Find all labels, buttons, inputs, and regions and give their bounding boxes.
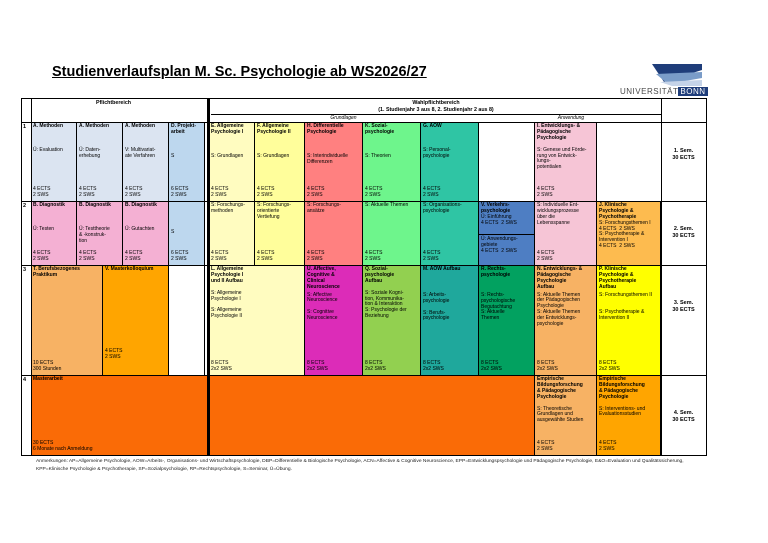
module-e-forschungsmethoden: S: Forschungs- methoden 4 ECTS 2 SWS xyxy=(209,201,255,265)
module-p-klinische-aufbau: P. Klinische Psychologie & Psychotherapie Aufbau S: Forschungsthemen II S: Psychotherapie & Intervention II 8 ECTS 2x2 SWS xyxy=(597,265,661,375)
grid-line xyxy=(21,122,706,123)
grid-line xyxy=(21,98,706,99)
header-pflichtbereich: Pflichtbereich xyxy=(95,100,132,106)
module-g-aow: G. AOW S: Personal- psychologie 4 ECTS 2 SWS xyxy=(421,122,479,201)
module-n-entwicklung-aufbau: N. Entwicklungs- & Pädagogische Psychologie Aufbau S: Aktuelle Themen der Pädagogischen Psychologie S: Aktuelle Themen der Entwicklungs- psychologie 8 ECTS 2x2 SWS xyxy=(535,265,597,375)
module-e-allgemeine-1: E. Allgemeine Psychologie I S: Grundlagen 4 ECTS 2 SWS xyxy=(209,122,255,201)
semester-label: 3. Sem. 30 ECTS xyxy=(672,300,695,313)
module-f-vertiefung: S: Forschungs- orientierte Vertiefung 4 ECTS 2 SWS xyxy=(255,201,305,265)
module-r-rechtspsychologie: R. Rechts- psychologie S: Rechts- psychologische Begutachtung S: Aktuelle Themen 8 ECTS 2x2 SWS xyxy=(479,265,535,375)
module-k-sozial: K. Sozial- psychologie S: Theorien 4 ECTS 2 SWS xyxy=(363,122,421,201)
empty-cell xyxy=(169,265,205,375)
grid-line xyxy=(21,375,706,376)
grid-line xyxy=(21,201,706,202)
row-number: 1 xyxy=(23,124,27,130)
module-d-projektarbeit: D. Projekt- arbeit S 6 ECTS 2 SWS xyxy=(169,122,205,201)
header-anwendung: Anwendung xyxy=(557,115,585,121)
empty-cell xyxy=(479,122,535,201)
footnote: Anmerkungen: AP=Allgemeine Psychologie, AOW=Arbeits-, Organisations- und Wirtschaftspsychologie, DBP=Differentielle & Biologische Psychologie, ACN=Affective & Cognitive Neuroscience, EPP=Entwicklungspsychologie und Pädagogische Psychologie, E&O=Evaluation und Qualitätssicherung, KPP=Klinische Psychologie & Psychotherapie, SP=Sozialpsychologie, RP=Rechtspsychologie, S=Seminar, Ü=Übung. xyxy=(36,459,684,472)
module-t-praktikum: T. Berufsbezogenes Praktikum 10 ECTS 300 Stunden xyxy=(31,265,103,375)
page-title: Studienverlaufsplan M. Sc. Psychologie ab WS2026/27 xyxy=(52,64,427,80)
grid-line xyxy=(211,114,661,115)
grid-line xyxy=(31,98,32,456)
module-v-verkehr-einfuehrung: V. Verkehrs- psychologie Ü: Einführung 4 ECTS 2 SWS xyxy=(479,201,535,234)
grid-line xyxy=(661,98,662,456)
module-q-sozial-aufbau: Q. Sozial- psychologie Aufbau S: Soziale Kogni- tion, Kommunika- tion & Interaktion S: Psychologie der Beziehung 8 ECTS 2x2 SWS xyxy=(363,265,421,375)
grid-line xyxy=(21,98,22,456)
module-masterarbeit: Masterarbeit 30 ECTS 6 Monate nach Anmeldung xyxy=(31,375,535,455)
header-wahlpflichtbereich: Wahlpflichtbereich xyxy=(412,100,460,106)
semester-label: 1. Sem. 30 ECTS xyxy=(672,148,695,161)
grid-line xyxy=(21,265,706,266)
module-i-lebensspanne: S: Individuelle Ent- wicklungsprozesse über die Lebensspanne 4 ECTS 2 SWS xyxy=(535,201,597,265)
header-grundlagen: Grundlagen xyxy=(330,115,357,121)
row-number: 2 xyxy=(23,203,27,209)
module-a-evaluation: A. Methoden Ü: Evaluation 4 ECTS 2 SWS xyxy=(31,122,77,201)
header-wahlpflicht-detail: (1. Studienjahr 3 aus 8, 2. Studienjahr 2 aus 8) xyxy=(378,107,494,113)
semester-label: 4. Sem. 30 ECTS xyxy=(672,410,695,423)
module-a-multivariat: A. Methoden V: Multivariat- ate Verfahren 4 ECTS 2 SWS xyxy=(123,122,169,201)
grid-line xyxy=(706,98,707,456)
module-b-testen: B. Diagnostik Ü: Testen 4 ECTS 2 SWS xyxy=(31,201,77,265)
module-k-aktuelle-themen: S: Aktuelle Themen 4 ECTS 2 SWS xyxy=(363,201,421,265)
grid-line xyxy=(21,455,706,456)
module-a-datenerhebung: A. Methoden Ü: Daten- erhebung 4 ECTS 2 SWS xyxy=(77,122,123,201)
module-j-klinische: J. Klinische Psychologie & Psychotherapie S: Forschungsthemen I 4 ECTS 2 SWS S: Psychotherapie & Intervention I 4 ECTS 2 SWS xyxy=(597,201,661,265)
module-l-allgemeine-aufbau: L. Allgemeine Psychologie I und II Aufbau S: Allgemeine Psychologie I S: Allgemeine Psychologie II 8 ECTS 2x2 SWS xyxy=(209,265,305,375)
module-f-allgemeine-2: F. Allgemeine Psychologie II S: Grundlagen 4 ECTS 2 SWS xyxy=(255,122,305,201)
row-number: 4 xyxy=(23,377,27,383)
module-m-aow-aufbau: M. AOW Aufbau S: Arbeits- psychologie S: Berufs- psychologie 8 ECTS 2x2 SWS xyxy=(421,265,479,375)
module-g-organisation: S: Organisations- psychologie 4 ECTS 2 SWS xyxy=(421,201,479,265)
module-b-gutachten: B. Diagnostik Ü: Gutachten 4 ECTS 2 SWS xyxy=(123,201,169,265)
module-v-masterkolloquium: V. Masterkolloquium 4 ECTS 2 SWS xyxy=(103,265,169,375)
module-v-verkehr-anwendung: Ü: Anwendungs- gebiete 4 ECTS 2 SWS xyxy=(479,234,535,265)
row-number: 3 xyxy=(23,267,27,273)
module-d-projektarbeit-2: S 6 ECTS 2 SWS xyxy=(169,201,205,265)
study-plan-table xyxy=(21,98,706,455)
module-h-forschungsansaetze: S: Forschungs- ansätze 4 ECTS 2 SWS xyxy=(305,201,363,265)
module-i-entwicklung: I. Entwicklungs- & Pädagogische Psychologie S: Genese und Förde- rung von Entwick- lungs- potentialen 4 ECTS 2 SWS xyxy=(535,122,597,201)
module-b-testtheorie: B. Diagnostik Ü: Testtheorie & -konstruk- tion 4 ECTS 2 SWS xyxy=(77,201,123,265)
module-bildungsforschung-2: Empirische Bildungsforschung & Pädagogische Psychologie S: Interventions- und Evaluationsstudien 4 ECTS 2 SWS xyxy=(597,375,661,455)
semester-label: 2. Sem. 30 ECTS xyxy=(672,226,695,239)
module-bildungsforschung-1: Empirische Bildungsforschung & Pädagogische Psychologie S: Theoretische Grundlagen und ausgewählte Studien 4 ECTS 2 SWS xyxy=(535,375,597,455)
grid-line xyxy=(207,98,210,456)
module-h-differentielle: H. Differentielle Psychologie S: Interindividuelle Differenzen 4 ECTS 2 SWS xyxy=(305,122,363,201)
logo-text: UNIVERSITÄT BONN xyxy=(620,87,706,96)
module-u-neuroscience: U. Affective, Cognitive & Clinical Neuroscience S: Affective Neuroscience S: Cognitive Neuroscience 8 ECTS 2x2 SWS xyxy=(305,265,363,375)
